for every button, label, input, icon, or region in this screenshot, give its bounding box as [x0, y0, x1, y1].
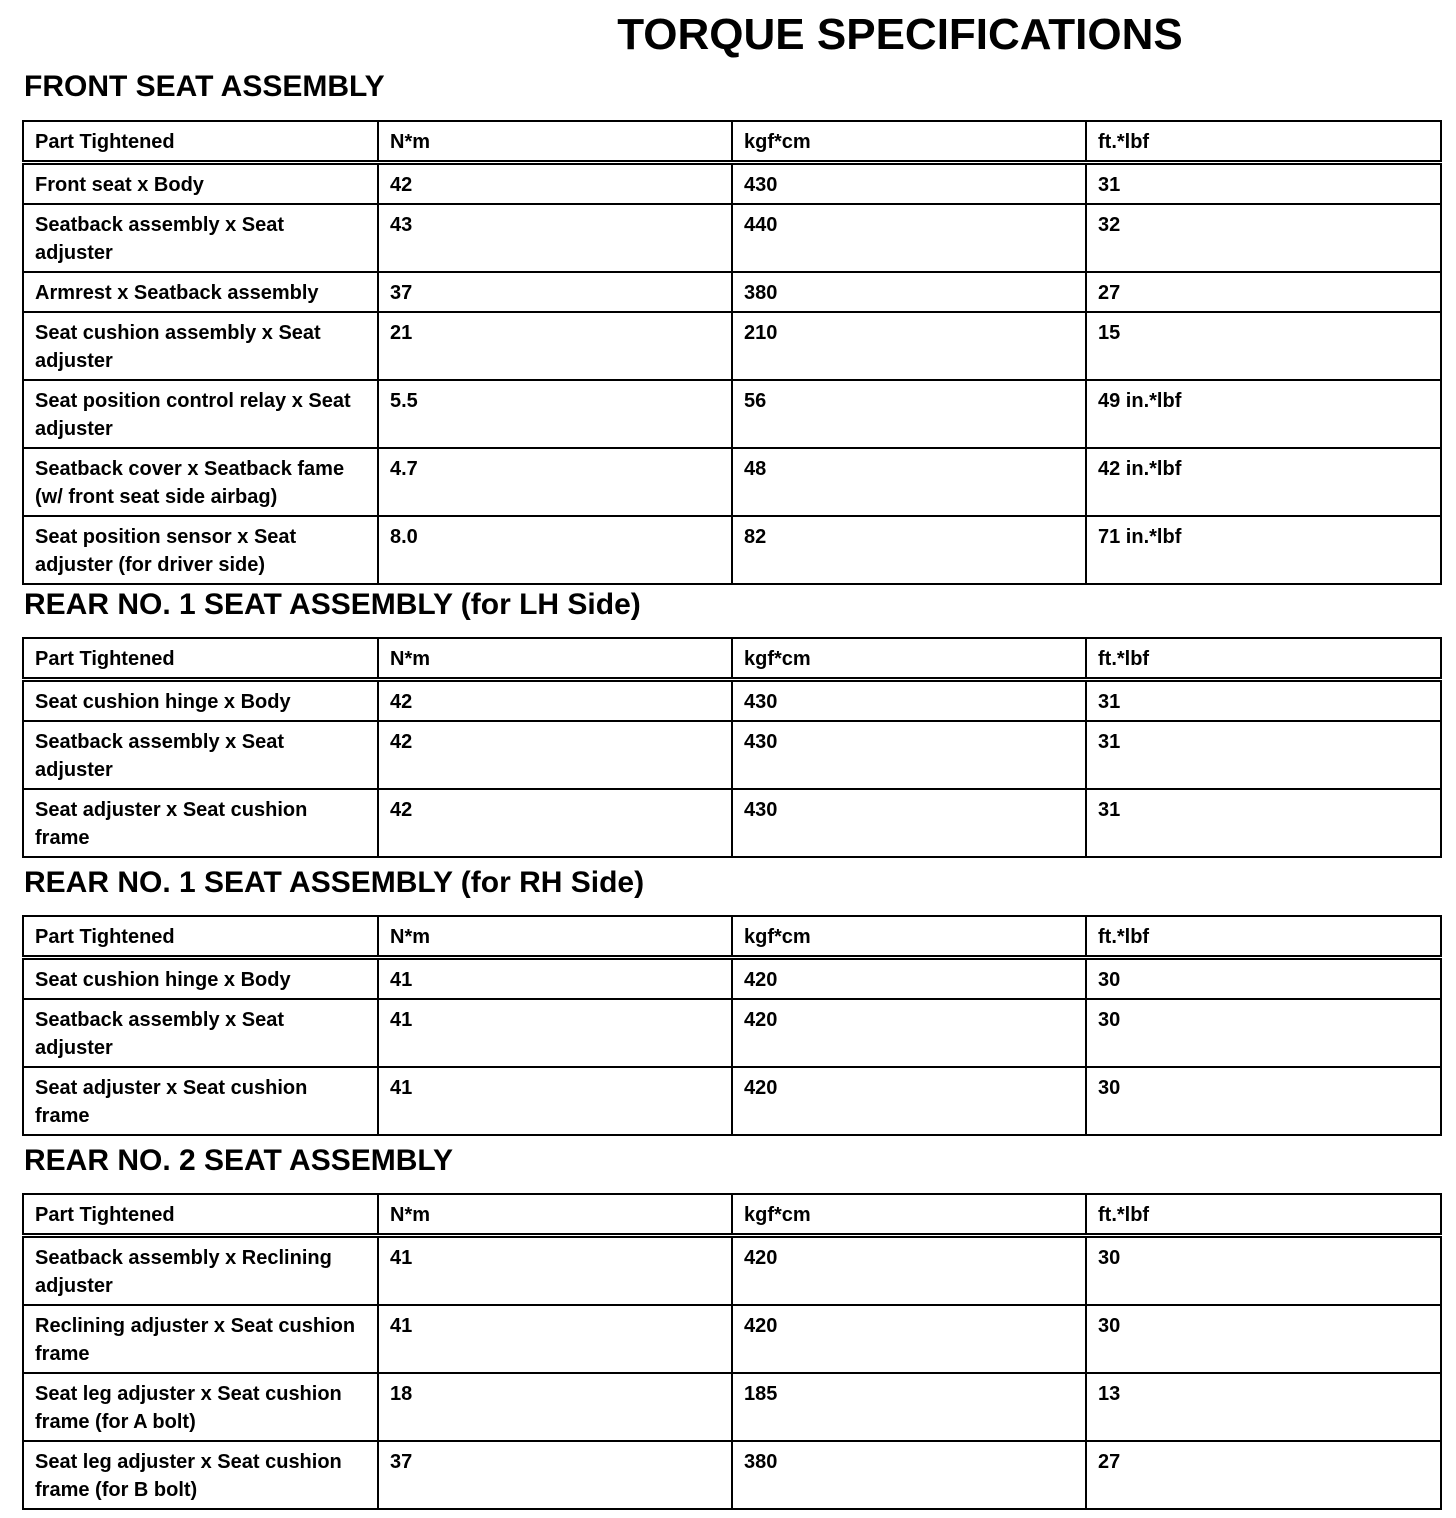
- nm-cell: 37: [378, 1441, 732, 1509]
- nm-cell: 5.5: [378, 380, 732, 448]
- section-heading-rear1-rh: REAR NO. 1 SEAT ASSEMBLY (for RH Side): [24, 866, 645, 899]
- part-cell: Seat leg adjuster x Seat cushion frame (for B bolt): [23, 1441, 378, 1509]
- table-row: [23, 204, 1441, 272]
- column-header-part: Part Tightened: [23, 638, 378, 680]
- ftlbf-cell: 30: [1086, 999, 1441, 1067]
- table-row: [23, 999, 1441, 1067]
- nm-cell: 8.0: [378, 516, 732, 584]
- kgfcm-cell: 380: [732, 1441, 1086, 1509]
- part-cell: Seatback assembly x Seat adjuster: [23, 999, 378, 1067]
- nm-cell: 42: [378, 680, 732, 722]
- table-header-row: [23, 916, 1441, 958]
- column-header-ftlbf: ft.*lbf: [1086, 121, 1441, 163]
- ftlbf-cell: 30: [1086, 1305, 1441, 1373]
- table-row: [23, 312, 1441, 380]
- table-header-row: [23, 1194, 1441, 1236]
- table-row: [23, 721, 1441, 789]
- part-cell: Seat cushion hinge x Body: [23, 958, 378, 1000]
- nm-cell: 21: [378, 312, 732, 380]
- table-row: [23, 1373, 1441, 1441]
- kgfcm-cell: 420: [732, 1067, 1086, 1135]
- table-row: [23, 448, 1441, 516]
- column-header-kgfcm: kgf*cm: [732, 916, 1086, 958]
- rear1-lh-torque-table: [22, 637, 1442, 858]
- part-cell: Seat position sensor x Seat adjuster (for driver side): [23, 516, 378, 584]
- nm-cell: 42: [378, 721, 732, 789]
- kgfcm-cell: 440: [732, 204, 1086, 272]
- kgfcm-cell: 420: [732, 1305, 1086, 1373]
- table-row: [23, 1067, 1441, 1135]
- ftlbf-cell: 27: [1086, 272, 1441, 312]
- table-row: [23, 789, 1441, 857]
- part-cell: Armrest x Seatback assembly: [23, 272, 378, 312]
- table-header-row: [23, 638, 1441, 680]
- page-title: TORQUE SPECIFICATIONS: [617, 10, 1183, 59]
- part-cell: Seat cushion assembly x Seat adjuster: [23, 312, 378, 380]
- nm-cell: 43: [378, 204, 732, 272]
- part-cell: Reclining adjuster x Seat cushion frame: [23, 1305, 378, 1373]
- ftlbf-cell: 27: [1086, 1441, 1441, 1509]
- kgfcm-cell: 210: [732, 312, 1086, 380]
- nm-cell: 4.7: [378, 448, 732, 516]
- column-header-nm: N*m: [378, 1194, 732, 1236]
- front-seat-torque-table: [22, 120, 1442, 585]
- nm-cell: 41: [378, 1067, 732, 1135]
- column-header-nm: N*m: [378, 638, 732, 680]
- kgfcm-cell: 430: [732, 721, 1086, 789]
- nm-cell: 41: [378, 999, 732, 1067]
- ftlbf-cell: 32: [1086, 204, 1441, 272]
- ftlbf-cell: 49 in.*lbf: [1086, 380, 1441, 448]
- table-row: [23, 958, 1441, 1000]
- nm-cell: 18: [378, 1373, 732, 1441]
- table-row: [23, 380, 1441, 448]
- kgfcm-cell: 56: [732, 380, 1086, 448]
- nm-cell: 41: [378, 1305, 732, 1373]
- part-cell: Front seat x Body: [23, 163, 378, 205]
- kgfcm-cell: 430: [732, 163, 1086, 205]
- column-header-kgfcm: kgf*cm: [732, 638, 1086, 680]
- ftlbf-cell: 31: [1086, 163, 1441, 205]
- table-row: [23, 1305, 1441, 1373]
- part-cell: Seat adjuster x Seat cushion frame: [23, 1067, 378, 1135]
- table-row: [23, 272, 1441, 312]
- part-cell: Seat position control relay x Seat adjuster: [23, 380, 378, 448]
- ftlbf-cell: 30: [1086, 958, 1441, 1000]
- kgfcm-cell: 420: [732, 958, 1086, 1000]
- rear2-torque-table: [22, 1193, 1442, 1510]
- column-header-nm: N*m: [378, 916, 732, 958]
- nm-cell: 41: [378, 1236, 732, 1306]
- column-header-ftlbf: ft.*lbf: [1086, 1194, 1441, 1236]
- section-heading-front-seat: FRONT SEAT ASSEMBLY: [24, 70, 385, 103]
- column-header-ftlbf: ft.*lbf: [1086, 916, 1441, 958]
- column-header-part: Part Tightened: [23, 121, 378, 163]
- ftlbf-cell: 31: [1086, 721, 1441, 789]
- table-header-row: [23, 121, 1441, 163]
- ftlbf-cell: 71 in.*lbf: [1086, 516, 1441, 584]
- column-header-kgfcm: kgf*cm: [732, 1194, 1086, 1236]
- table-row: [23, 1236, 1441, 1306]
- nm-cell: 37: [378, 272, 732, 312]
- section-heading-rear1-lh: REAR NO. 1 SEAT ASSEMBLY (for LH Side): [24, 588, 641, 621]
- kgfcm-cell: 420: [732, 1236, 1086, 1306]
- ftlbf-cell: 13: [1086, 1373, 1441, 1441]
- column-header-nm: N*m: [378, 121, 732, 163]
- rear1-rh-torque-table: [22, 915, 1442, 1136]
- nm-cell: 41: [378, 958, 732, 1000]
- column-header-ftlbf: ft.*lbf: [1086, 638, 1441, 680]
- ftlbf-cell: 42 in.*lbf: [1086, 448, 1441, 516]
- table-row: [23, 1441, 1441, 1509]
- kgfcm-cell: 48: [732, 448, 1086, 516]
- ftlbf-cell: 31: [1086, 680, 1441, 722]
- ftlbf-cell: 31: [1086, 789, 1441, 857]
- part-cell: Seat cushion hinge x Body: [23, 680, 378, 722]
- kgfcm-cell: 430: [732, 789, 1086, 857]
- kgfcm-cell: 82: [732, 516, 1086, 584]
- part-cell: Seatback cover x Seatback fame (w/ front seat side airbag): [23, 448, 378, 516]
- column-header-part: Part Tightened: [23, 916, 378, 958]
- table-row: [23, 163, 1441, 205]
- kgfcm-cell: 430: [732, 680, 1086, 722]
- nm-cell: 42: [378, 163, 732, 205]
- column-header-kgfcm: kgf*cm: [732, 121, 1086, 163]
- part-cell: Seat leg adjuster x Seat cushion frame (for A bolt): [23, 1373, 378, 1441]
- section-heading-rear2: REAR NO. 2 SEAT ASSEMBLY: [24, 1144, 453, 1177]
- table-row: [23, 516, 1441, 584]
- nm-cell: 42: [378, 789, 732, 857]
- kgfcm-cell: 420: [732, 999, 1086, 1067]
- table-row: [23, 680, 1441, 722]
- ftlbf-cell: 15: [1086, 312, 1441, 380]
- ftlbf-cell: 30: [1086, 1067, 1441, 1135]
- part-cell: Seatback assembly x Seat adjuster: [23, 721, 378, 789]
- column-header-part: Part Tightened: [23, 1194, 378, 1236]
- part-cell: Seatback assembly x Seat adjuster: [23, 204, 378, 272]
- part-cell: Seatback assembly x Reclining adjuster: [23, 1236, 378, 1306]
- ftlbf-cell: 30: [1086, 1236, 1441, 1306]
- kgfcm-cell: 380: [732, 272, 1086, 312]
- kgfcm-cell: 185: [732, 1373, 1086, 1441]
- part-cell: Seat adjuster x Seat cushion frame: [23, 789, 378, 857]
